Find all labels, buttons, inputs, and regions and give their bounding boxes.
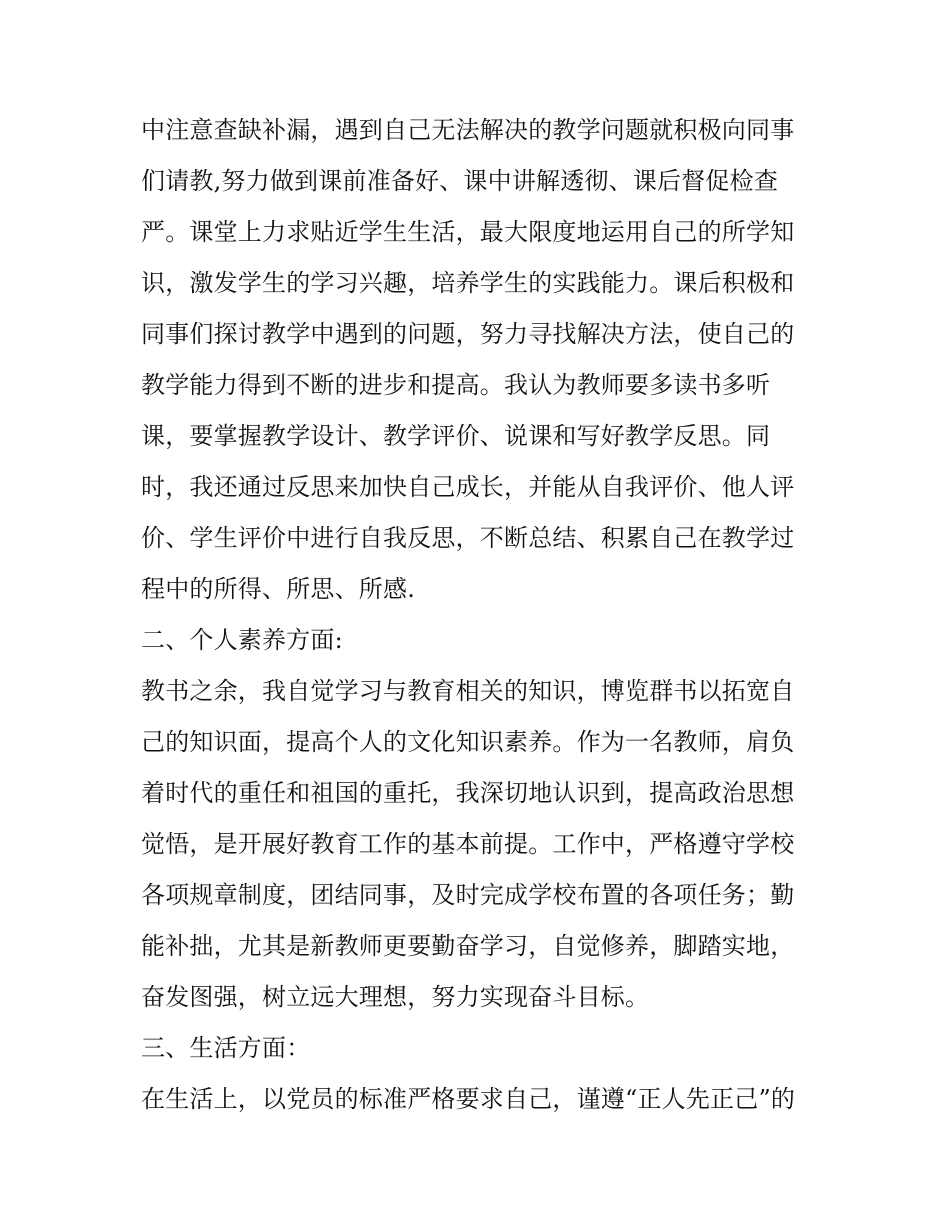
text-line: 教书之余，我自觉学习与教育相关的知识，博览群书以拓宽自 [141,677,795,705]
text-line: 课，要掌握教学设计、教学评价、说课和写好教学反思。同 [141,422,771,450]
text-line: 着时代的重任和祖国的重托，我深切地认识到，提高政治思想 [141,779,795,807]
text-line: 奋发图强，树立远大理想，努力实现奋斗目标。 [141,983,650,1011]
section-heading: 三、生活方面： [141,1034,311,1062]
text-line: 程中的所得、所思、所感. [141,575,416,603]
text-line: 各项规章制度，团结同事，及时完成学校布置的各项任务；勤 [141,881,795,909]
text-line: 教学能力得到不断的进步和提高。我认为教师要多读书多听 [141,371,771,399]
text-line: 己的知识面，提高个人的文化知识素养。作为一名教师，肩负 [141,728,795,756]
text-line: 在生活上，以党员的标准严格要求自己，谨遵“正人先正己”的 [141,1085,796,1113]
text-line: 识，激发学生的学习兴趣，培养学生的实践能力。课后积极和 [141,269,795,297]
text-line: 同事们探讨教学中遇到的问题，努力寻找解决方法，使自己的 [141,320,795,348]
text-line: 严。课堂上力求贴近学生生活，最大限度地运用自己的所学知 [141,218,795,246]
section-heading: 二、个人素养方面: [141,626,343,654]
text-line: 们请教,努力做到课前准备好、课中讲解透彻、课后督促检查 [141,167,779,195]
text-line: 价、学生评价中进行自我反思，不断总结、积累自己在教学过 [141,524,795,552]
text-line: 觉悟，是开展好教育工作的基本前提。工作中，严格遵守学校 [141,830,795,858]
text-line: 时，我还通过反思来加快自己成长，并能从自我评价、他人评 [141,473,795,501]
text-line: 能补拙，尤其是新教师更要勤奋学习，自觉修养，脚踏实地， [141,932,795,960]
text-line: 中注意查缺补漏，遇到自己无法解决的教学问题就积极向同事 [141,116,795,144]
